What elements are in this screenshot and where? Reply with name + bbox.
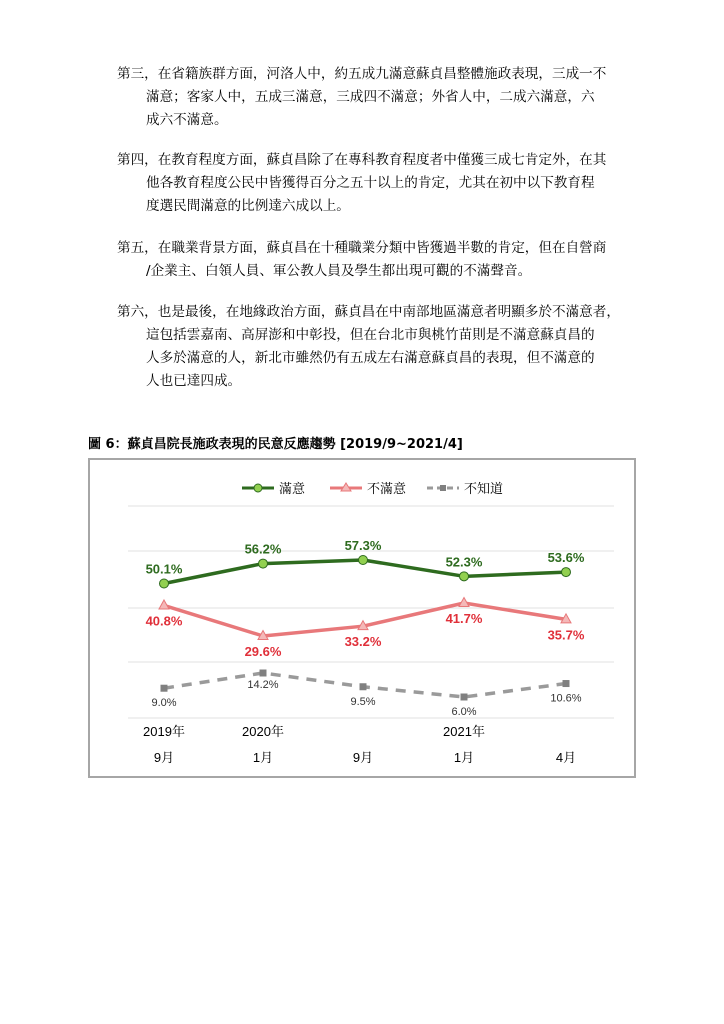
x-tick-month: 1月 — [453, 750, 475, 765]
data-label: 35.7% — [547, 627, 585, 643]
x-tick-month: 4月 — [555, 750, 577, 765]
data-point — [159, 600, 169, 609]
legend-label: 滿意 — [279, 481, 306, 496]
legend-label: 不滿意 — [367, 481, 407, 496]
x-tick-year: 2021年 — [443, 724, 485, 739]
data-point — [160, 579, 169, 588]
paragraph-ethnicity — [117, 63, 647, 132]
paragraph-line: 第三，在省籍族群方面，河洛人中，約五成九滿意蘇貞昌整體施政表現，三成一不 — [117, 66, 607, 82]
data-label: 6.0% — [451, 706, 477, 718]
data-point — [260, 670, 267, 677]
data-label: 52.3% — [445, 554, 483, 570]
paragraph-line: /企業主、白領人員、軍公教人員及學生都出現可觀的不滿聲音。 — [146, 263, 532, 279]
data-point — [562, 568, 571, 577]
data-point — [360, 683, 367, 690]
paragraph-line: 人多於滿意的人，新北市雖然仍有五成左右滿意蘇貞昌的表現，但不滿意的 — [146, 350, 595, 366]
figure-title: 圖 6：蘇貞昌院長施政表現的民意反應趨勢 [2019/9~2021/4] — [88, 437, 463, 452]
data-label: 10.6% — [550, 692, 582, 705]
data-label: 29.6% — [244, 644, 282, 659]
x-tick-month: 1月 — [252, 750, 274, 765]
chart-frame — [88, 458, 636, 778]
x-tick-year: 2019年 — [143, 724, 185, 739]
data-point — [563, 680, 570, 687]
paragraph-line: 度選民間滿意的比例達六成以上。 — [146, 198, 350, 214]
data-label: 56.2% — [244, 541, 282, 557]
legend-marker-1 — [254, 484, 262, 492]
data-point — [359, 556, 368, 565]
paragraph-line: 第六，也是最後，在地緣政治方面，蘇貞昌在中南部地區滿意者明顯多於不滿意者， — [117, 304, 620, 320]
paragraph-line: 這包括雲嘉南、高屏澎和中彰投，但在台北市與桃竹苗則是不滿意蘇貞昌的 — [146, 327, 595, 343]
data-label: 53.6% — [547, 550, 585, 566]
paragraph-line: 第四，在教育程度方面，蘇貞昌除了在專科教育程度者中僅獲三成七肯定外，在其 — [117, 152, 607, 168]
data-point — [161, 685, 168, 692]
data-label: 40.8% — [145, 613, 183, 629]
data-point — [460, 572, 469, 581]
paragraph-line: 第五，在職業背景方面，蘇貞昌在十種職業分類中皆獲過半數的肯定，但在自營商 — [117, 240, 607, 256]
legend-label: 不知道 — [464, 481, 504, 496]
x-tick-month: 9月 — [153, 750, 175, 765]
paragraph-education — [117, 149, 647, 218]
data-label: 9.5% — [350, 695, 376, 708]
data-label: 41.7% — [445, 611, 483, 626]
data-label: 50.1% — [145, 561, 183, 577]
trend-line-chart — [90, 460, 634, 776]
data-label: 9.0% — [151, 697, 177, 710]
data-label: 57.3% — [344, 538, 382, 553]
data-label: 33.2% — [344, 634, 382, 650]
data-point — [259, 559, 268, 568]
paragraph-line: 滿意；客家人中，五成三滿意，三成四不滿意；外省人中，二成六滿意，六 — [146, 89, 595, 105]
x-tick-year: 2020年 — [242, 724, 284, 739]
paragraph-geography — [117, 301, 647, 393]
paragraph-line: 人也已達四成。 — [146, 373, 242, 389]
paragraph-line: 他各教育程度公民中皆獲得百分之五十以上的肯定，尤其在初中以下教育程 — [146, 175, 595, 191]
paragraph-occupation — [117, 237, 647, 283]
paragraph-line: 成六不滿意。 — [146, 112, 228, 128]
legend-marker-3 — [440, 485, 446, 491]
data-point — [461, 694, 468, 701]
x-tick-month: 9月 — [352, 750, 374, 765]
data-label: 14.2% — [247, 679, 279, 691]
